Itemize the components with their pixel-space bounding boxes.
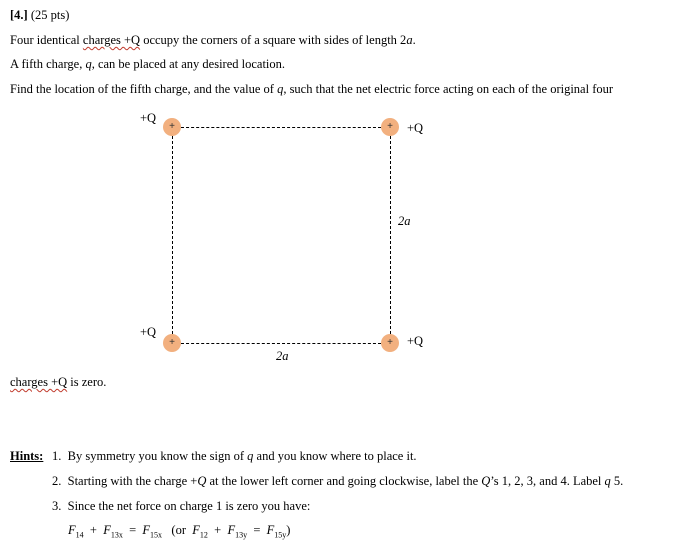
problem-header [10,8,69,23]
charge-bottom-right: + [381,334,399,352]
problem-line-3: Find the location of the fifth charge, and the value of q, such that the net electric force acting on each of the original four [10,82,614,96]
label-top-right: +Q [407,121,424,135]
right-side [390,136,391,334]
charge-bottom-left: + [163,334,181,352]
hint-3: 3. Since the net force on charge 1 is zero you have: [52,499,311,513]
spellcheck-charges: charges +Q [82,33,141,47]
charge-top-left: + [163,118,181,136]
problem-line-2: A fifth charge, q, can be placed at any desired location. [10,57,286,71]
side-length-label: 2a [398,214,411,228]
bottom-length-label: 2a [276,349,289,363]
label-bottom-right: +Q [407,334,424,348]
label-bottom-left: +Q [140,325,157,339]
charge-top-right: + [381,118,399,136]
problem-points: (25 pts) [30,8,70,22]
top-side [181,127,381,128]
force-equation: $F_{14} + F_{13x} = F_{15x}$ (or $F_{12} + F_{13y} = F_{15y}$) [68,523,291,540]
label-top-left: +Q [140,111,157,125]
problem-line-1: Four identical charges +Q occupy the corners of a square with sides of length 2a. [10,33,416,47]
hint-2: 2. Starting with the charge +Q at the lower left corner and going clockwise, label the Q’s 1, 2, 3, and 4. Label q 5. [52,474,624,488]
problem-number: [4.] [10,8,28,22]
hints-heading: Hints: [10,449,44,463]
hint-1: 1. By symmetry you know the sign of q and you know where to place it. [52,449,417,463]
spellcheck-charges-2: charges +Q [10,375,68,389]
problem-line-4: charges +Q is zero. [10,375,107,389]
left-side [172,136,173,334]
bottom-side [181,343,381,344]
